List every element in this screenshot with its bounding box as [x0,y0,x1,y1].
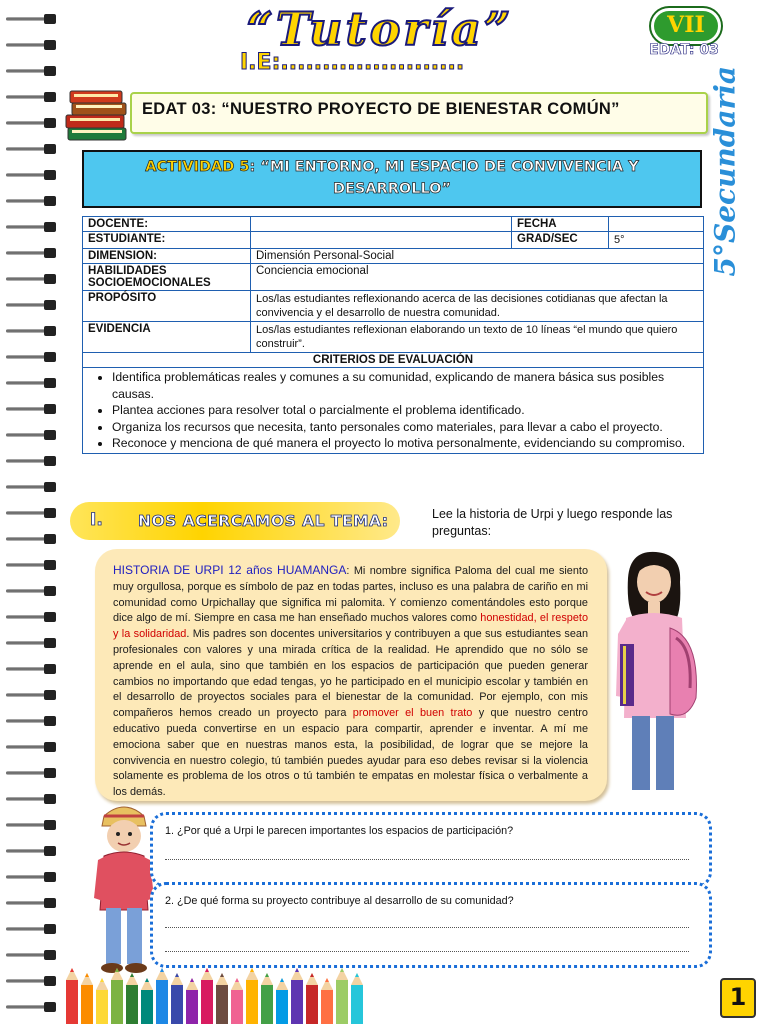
colored-pencils-image [60,960,370,1024]
pencil [321,978,333,1024]
spiral-ring [6,196,56,206]
spiral-ring [6,274,56,284]
spiral-ring [6,872,56,882]
section-title: NOS ACERCAMOS AL TEMA: [138,512,389,530]
answer-line[interactable] [165,927,689,928]
spiral-ring [6,768,56,778]
story-highlight: honestidad, el respeto y la solidaridad [113,612,588,641]
activity-title [84,156,700,200]
story-part: : Mi nombre significa Paloma del cual me siento muy orgullosa, porque es símbolo de paz en todas partes, incluso es una palabra de cariño en mi comunidad como Urpichallay que significa mi palomita. Y comienzo comentándoles esto porque dice algo de mí. Siempre en casa me han enseñado muchos valores como [113,565,589,625]
spiral-ring [6,924,56,934]
pencil [171,973,183,1024]
pencil [96,978,108,1024]
gradsec-value[interactable]: 5° [609,232,704,249]
question-2: 2. ¿De qué forma su proyecto contribuye al desarrollo de su comunidad? [165,895,514,907]
criterio-item: • Reconoce y menciona de qué manera el proyecto lo motiva personalmente, evidenciando su compromiso. [112,435,698,452]
spiral-ring [6,560,56,570]
spiral-ring [6,170,56,180]
spiral-binding [0,0,60,1024]
spiral-ring [6,742,56,752]
pencil [336,968,348,1024]
pencil [141,978,153,1024]
spiral-ring [6,820,56,830]
question-box-1 [150,812,712,888]
docente-label: DOCENTE: [83,217,251,232]
pencil [186,978,198,1024]
edat-title-bar [130,92,708,134]
habilidades-label: HABILIDADES SOCIOEMOCIONALES [83,264,251,291]
pencil [291,968,303,1024]
student-girl-image [608,548,700,794]
gradsec-label: GRAD/SEC [512,232,609,249]
pencil [201,968,213,1024]
spiral-ring [6,40,56,50]
student-boy-image [92,798,156,976]
story-text [113,563,588,801]
dimension-value: Dimensión Personal-Social [251,249,704,264]
cycle-number: VII [651,8,721,44]
spiral-ring [6,690,56,700]
spiral-ring [6,144,56,154]
criterios-list [88,369,698,452]
question-1: 1. ¿Por qué a Urpi le parecen importantes los espacios de participación? [165,825,514,837]
proposito-label: PROPÓSITO [83,291,251,322]
books-icon [62,84,132,146]
proposito-value: Los/las estudiantes reflexionando acerca de las decisiones cotidianas que afectan la convivencia y el desarrollo de nuestra comunidad. [251,291,704,322]
story-heading: HISTORIA DE URPI 12 años HUAMANGA [113,563,347,577]
pencil [351,973,363,1024]
pencil [81,973,93,1024]
fecha-value[interactable] [609,217,704,232]
spiral-ring [6,586,56,596]
pencil [216,973,228,1024]
pencil [111,968,123,1024]
spiral-ring [6,638,56,648]
spiral-ring [6,794,56,804]
habilidades-value: Conciencia emocional [251,264,704,291]
story-box [95,549,607,801]
spiral-ring [6,222,56,232]
cycle-badge [643,8,723,58]
answer-line[interactable] [165,859,689,860]
estudiante-value[interactable] [251,232,512,249]
spiral-ring [6,846,56,856]
story-highlight: promover el buen trato [352,707,473,720]
criterio-item: • Organiza los recursos que necesita, tanto personales como materiales, para llevar a cabo el proyecto. [112,419,698,436]
activity-title-line2: DESARROLLO” [332,181,452,197]
page-number: 1 [720,978,756,1018]
spiral-ring [6,482,56,492]
spiral-ring [6,378,56,388]
pencil [126,973,138,1024]
criterio-item: • Plantea acciones para resolver total o parcialmente el problema identificado. [112,402,698,419]
activity-title-line1: : “MI ENTORNO, MI ESPACIO DE CONVIVENCIA Y [249,159,639,175]
spiral-ring [6,508,56,518]
docente-value[interactable] [251,217,512,232]
dimension-label: DIMENSION: [83,249,251,264]
spiral-ring [6,534,56,544]
activity-label: ACTIVIDAD 5 [145,159,250,175]
activity-title-box [82,150,702,208]
pencil [276,978,288,1024]
evidencia-value: Los/las estudiantes reflexionan elaborando un texto de 10 líneas “el mundo que quiero construir”. [251,322,704,353]
spiral-ring [6,14,56,24]
info-table [82,216,704,454]
spiral-ring [6,612,56,622]
pencil [156,968,168,1024]
pencil [66,968,78,1024]
pencil [306,973,318,1024]
spiral-ring [6,716,56,726]
story-part: y que nuestro centro educativo pueda convertirse en un espacio para compartir, aprender e inventar. A mí me emociona saber que en nuestras manos esta, la posibilidad, de lograr que se mejore la convivencia en nuestro colegio, tú también puedes ayudar para eso debes revisar si la violencia solamente es problema de los otros o tú también te empatas en molestar física o verbalmente a los demás. [113,707,588,799]
edat-title: EDAT 03: “NUESTRO PROYECTO DE BIENESTAR COMÚN” [142,100,620,118]
spiral-ring [6,456,56,466]
criterio-item: • Identifica problemáticas reales y comunes a su comunidad, explicando de manera básica sus posibles causas. [112,369,698,402]
spiral-ring [6,404,56,414]
spiral-ring [6,1002,56,1012]
spiral-ring [6,976,56,986]
criterios-heading: CRITERIOS DE EVALUACIÓN [83,353,704,368]
pencil [246,968,258,1024]
spiral-ring [6,248,56,258]
edat-badge: EDAT: 03 [649,42,719,58]
spiral-ring [6,118,56,128]
section-heading [70,502,400,540]
spiral-ring [6,950,56,960]
spiral-ring [6,66,56,76]
answer-line[interactable] [165,951,689,952]
school-name-field: I.E:...................... [240,50,465,75]
spiral-ring [6,92,56,102]
fecha-label: FECHA [512,217,609,232]
pencil [261,973,273,1024]
spiral-ring [6,326,56,336]
criterios-cell [83,368,704,454]
spiral-ring [6,300,56,310]
instruction-text: Lee la historia de Urpi y luego responde las preguntas: [432,507,673,538]
spiral-ring [6,352,56,362]
evidencia-label: EVIDENCIA [83,322,251,353]
section-number: I. [90,510,103,530]
page-title: “Tutoría” [246,2,514,56]
question-box-2 [150,882,712,968]
pencil [231,978,243,1024]
grade-text: 5°Secundaria [708,65,742,277]
spiral-ring [6,898,56,908]
story-part: . Mis padres son docentes universitarios y contribuyen a que sus estudiantes sean profesionales con valores y una mirada crítica de la realidad. He aprendido que no sólo se aprende en el aula, sino que también en los espacios de participación que pueden generar cambios no importando que edad tengas, yo he participado en el municipio escolar y también en el desarrollo de proyectos sociales para el bienestar de la comunidad. Por ejemplo, con mis compañeros hemos creado un proyecto para [113,628,588,720]
spiral-ring [6,664,56,674]
spiral-ring [6,430,56,440]
estudiante-label: ESTUDIANTE: [83,232,251,249]
